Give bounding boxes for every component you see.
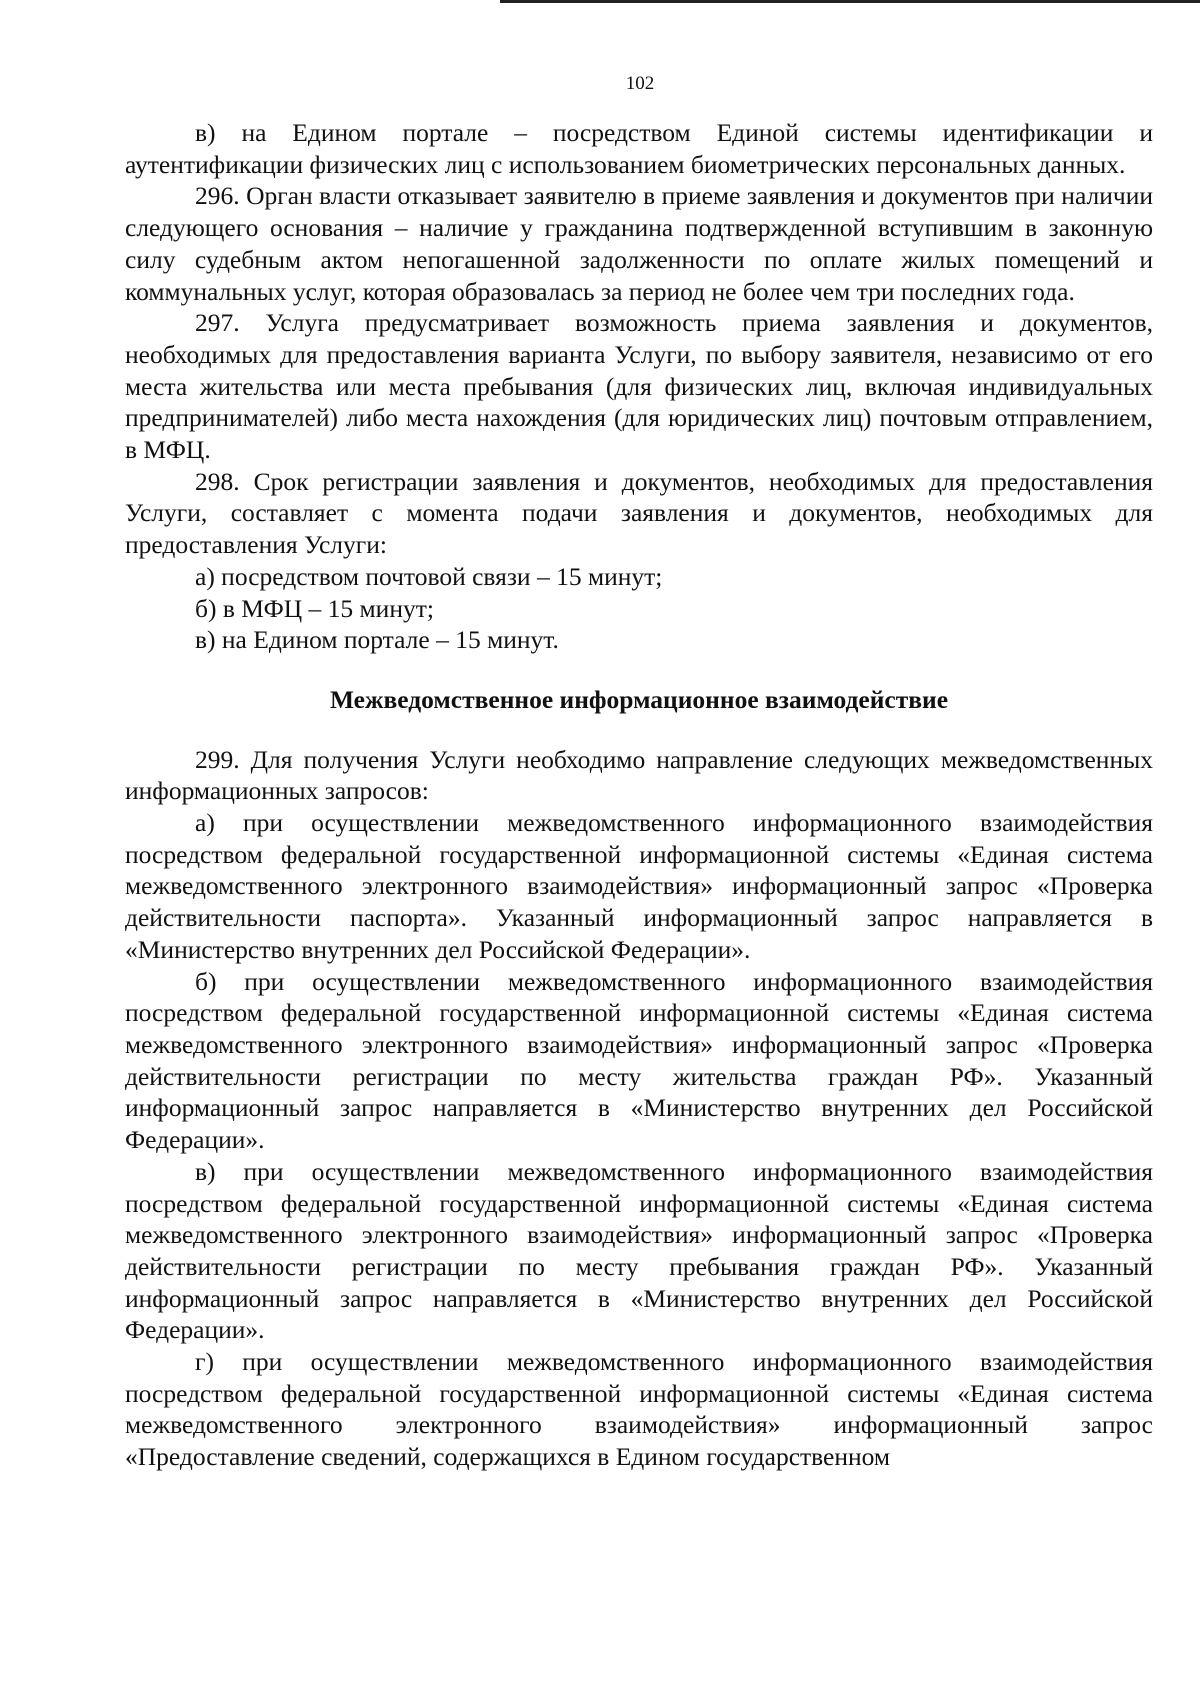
page-number: 102 — [625, 73, 655, 94]
paragraph-299-b: б) при осуществлении межведомственного информационного взаимодействия посредством федеральной государственной информационной системы «Единая система межведомственного электронного взаимодействия» информационный запрос «Проверка действительности регистрации по месту жительства граждан РФ». Указанный информационный запрос направляется в «Министерство внутренних дел Российской Федерации». — [125, 966, 1153, 1155]
top-rule — [500, 0, 1200, 3]
paragraph-299-v: в) при осуществлении межведомственного информационного взаимодействия посредством федеральной государственной информационной системы «Единая система межведомственного электронного взаимодействия» информационный запрос «Проверка действительности регистрации по месту пребывания граждан РФ». Указанный информационный запрос направляется в «Министерство внутренних дел Российской Федерации». — [125, 1156, 1153, 1345]
paragraph-297: 297. Услуга предусматривает возможность приема заявления и документов, необходимых для предоставления варианта Услуги, по выбору заявителя, независимо от его места жительства или места пребывания (для физических лиц, включая индивидуальных предпринимателей) либо места нахождения (для юридических лиц) почтовым отправлением, в МФЦ. — [125, 308, 1153, 465]
paragraph-298-b: б) в МФЦ – 15 минут; — [195, 593, 434, 623]
document-body — [125, 117, 1153, 1473]
paragraph-299-g: г) при осуществлении межведомственного информационного взаимодействия посредством федеральной государственной информационной системы «Единая система межведомственного электронного взаимодействия» информационный запрос «Предоставление сведений, содержащихся в Едином государственном — [125, 1347, 1153, 1472]
paragraph-299: 299. Для получения Услуги необходимо направление следующих межведомственных информационных запросов: — [125, 744, 1153, 806]
paragraph-298: 298. Срок регистрации заявления и документов, необходимых для предоставления Услуги, составляет с момента подачи заявления и документов, необходимых для предоставления Услуги: — [125, 466, 1153, 560]
paragraph-298-a: а) посредством почтовой связи – 15 минут; — [195, 561, 663, 591]
paragraph-296: 296. Орган власти отказывает заявителю в приеме заявления и документов при наличии следующего основания – наличие у гражданина подтвержденной вступившим в законную силу судебным актом непогашенной задолженности по оплате жилых помещений и коммунальных услуг, которая образовалась за период не более чем три последних года. — [125, 181, 1153, 306]
paragraph-298-v: в) на Едином портале – 15 минут. — [195, 625, 559, 655]
paragraph-295-v: в) на Едином портале – посредством Единой системы идентификации и аутентификации физических лиц с использованием биометрических персональных данных. — [125, 118, 1153, 179]
paragraph-299-a: а) при осуществлении межведомственного информационного взаимодействия посредством федеральной государственной информационной системы «Единая система межведомственного электронного взаимодействия» информационный запрос «Проверка действительности паспорта». Указанный информационный запрос направляется в «Министерство внутренних дел Российской Федерации». — [125, 808, 1153, 964]
section-heading: Межведомственное информационное взаимодействие — [329, 684, 949, 714]
